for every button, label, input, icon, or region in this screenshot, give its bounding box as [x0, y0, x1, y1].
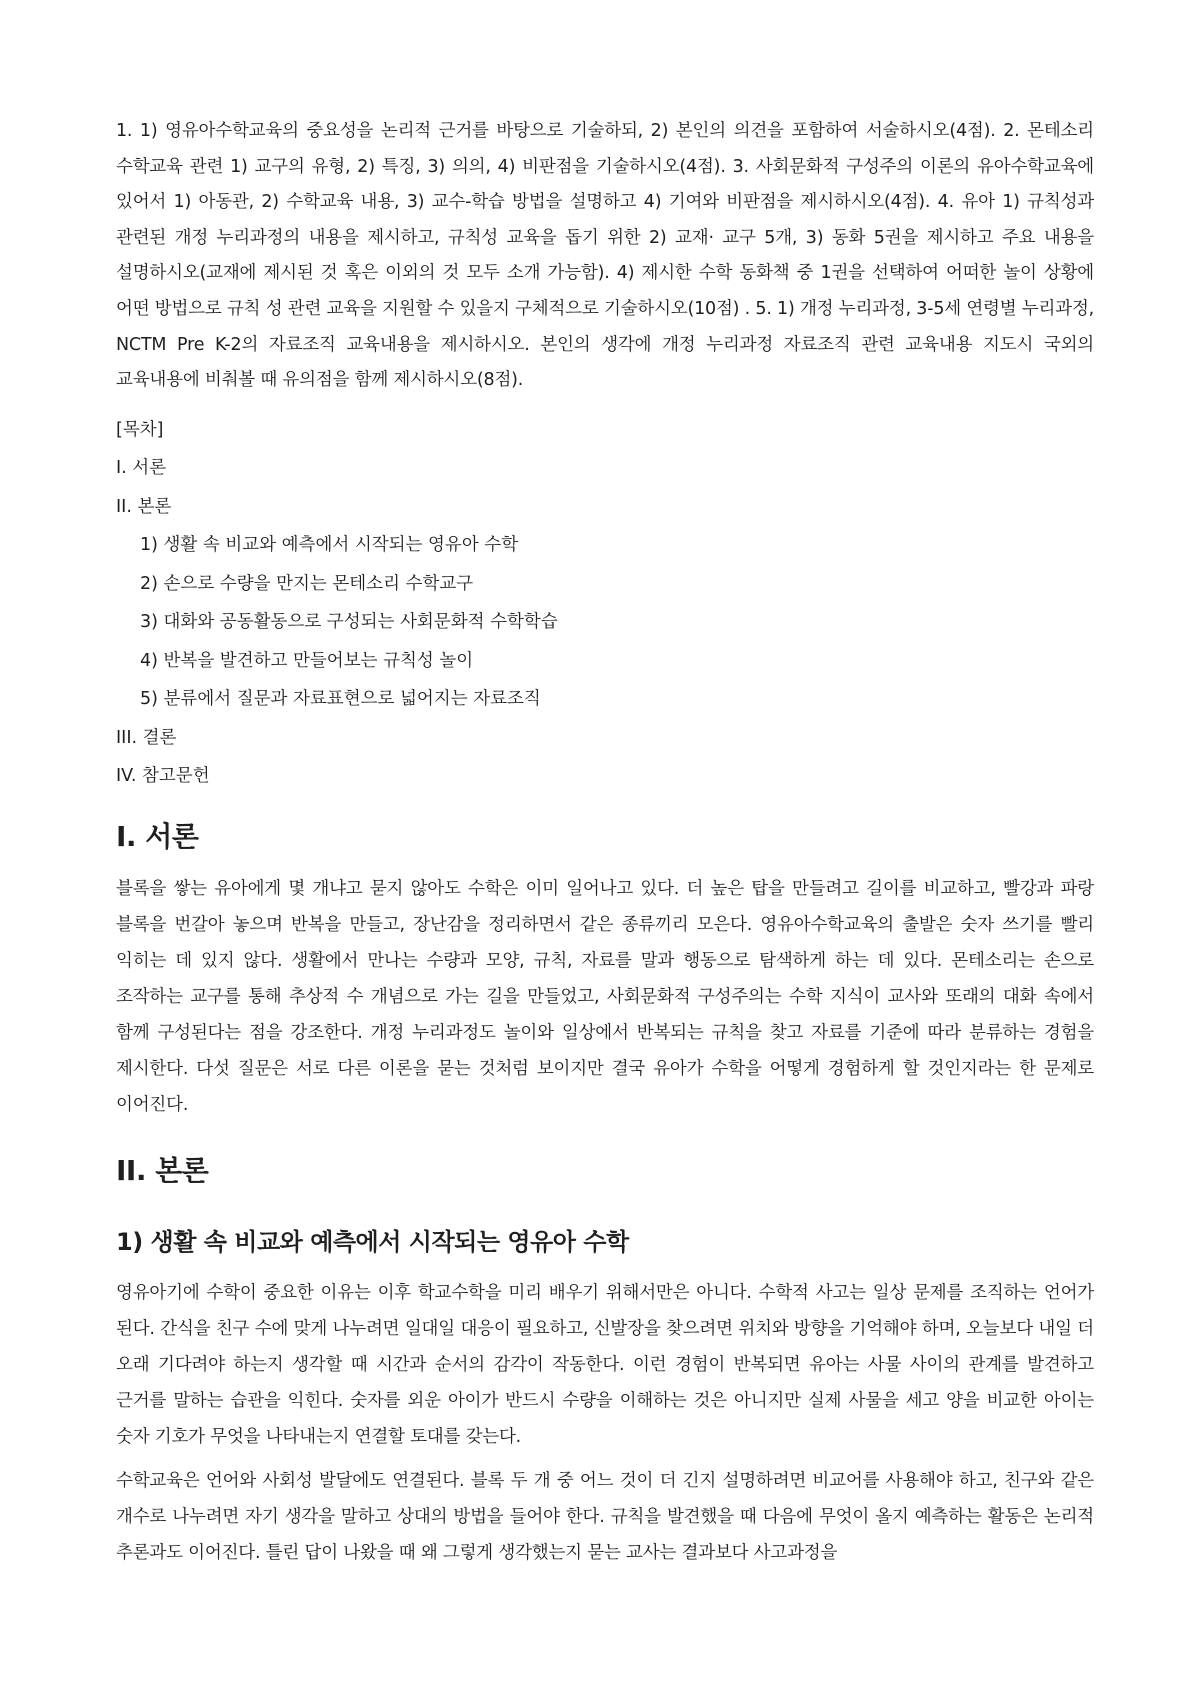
intro-paragraph: 블록을 쌓는 유아에게 몇 개냐고 묻지 않아도 수학은 이미 일어나고 있다. 더 높은 탑을 만들려고 길이를 비교하고, 빨강과 파랑 블록을 번갈아 놓으며 반복을 만들고, 장난감을 정리하면서 같은 종류끼리 모은다. 영유아수학교육의 출발은 숫자 쓰기를 빨리 익히는 데 있지 않다. 생활에서 만나는 수량과 모양, 규칙, 자료를 말과 행동으로 탐색하게 하는 데 있다. 몬테소리는 손으로 조작하는 교구를 통해 추상적 수 개념으로 가는 길을 만들었고, 사회문화적 구성주의는 수학 지식이 교사와 또래의 대화 속에서 함께 구성된다는 점을 강조한다. 개정 누리과정도 놀이와 일상에서 반복되는 규칙을 찾고 자료를 기준에 따라 분류하는 경험을 제시한다. 다섯 질문은 서로 다른 이론을 묻는 것처럼 보이지만 결국 유아가 수학을 어떻게 경험하게 할 것인지라는 한 문제로 이어진다.	[116, 878, 1094, 1115]
toc-item-body: II. 본론	[116, 496, 172, 517]
toc-item-body-3: 3) 대화와 공동활동으로 구성되는 사회문화적 수학학습	[140, 612, 558, 633]
toc-item-intro: I. 서론	[116, 458, 167, 479]
toc-heading: [목차]	[116, 419, 164, 440]
intro-heading: I. 서론	[116, 819, 199, 853]
toc-item-body-5: 5) 분류에서 질문과 자료표현으로 넓어지는 자료조직	[140, 689, 541, 710]
toc-item-body-1: 1) 생활 속 비교와 예측에서 시작되는 영유아 수학	[140, 535, 519, 556]
assignment-prompt: 1. 1) 영유아수학교육의 중요성을 논리적 근거를 바탕으로 기술하되, 2) 본인의 의견을 포함하여 서술하시오(4점). 2. 몬테소리 수학교육 관련 1) 교구의 유형, 2) 특징, 3) 의의, 4) 비판점을 기술하시오(4점). 3. 사회문화적 구성주의 이론의 유아수학교육에 있어서 1) 아동관, 2) 수학교육 내용, 3) 교수-학습 방법을 설명하고 4) 기여와 비판점을 제시하시오(4점). 4. 유아 1) 규칙성과 관련된 개정 누리과정의 내용을 제시하고, 규칙성 교육을 돕기 위한 2) 교재· 교구 5개, 3) 동화 5권을 제시하고 주요 내용을 설명하시오(교재에 제시된 것 혹은 이외의 것 모두 소개 가능함). 4) 제시한 수학 동화책 중 1권을 선택하여 어떠한 놀이 상황에 어떤 방법으로 규칙 성 관련 교육을 지원할 수 있을지 구체적으로 기술하시오(10점) . 5. 1) 개정 누리과정, 3-5세 연령별 누리과정, NCTM Pre K-2의 자료조직 교육내용을 제시하시오. 본인의 생각에 개정 누리과정 자료조직 관련 교육내용 지도시 국외의 교육내용에 비춰볼 때 유의점을 함께 제시하시오(8점).	[116, 121, 1095, 391]
toc-item-body-4: 4) 반복을 발견하고 만들어보는 규칙성 놀이	[140, 650, 474, 671]
section-1-paragraph-2: 수학교육은 언어와 사회성 발달에도 연결된다. 블록 두 개 중 어느 것이 더 긴지 설명하려면 비교어를 사용해야 하고, 친구와 같은 개수로 나누려면 자기 생각을 말하고 상대의 방법을 들어야 한다. 규칙을 발견했을 때 다음에 무엇이 올지 예측하는 활동은 논리적 추론과도 이어진다. 틀린 답이 나왔을 때 왜 그렇게 생각했는지 묻는 교사는 결과보다 사고과정을	[116, 1470, 1094, 1563]
toc-item-body-2: 2) 손으로 수량을 만지는 몬테소리 수학교구	[140, 573, 474, 594]
section-1-paragraph-1: 영유아기에 수학이 중요한 이유는 이후 학교수학을 미리 배우기 위해서만은 아니다. 수학적 사고는 일상 문제를 조직하는 언어가 된다. 간식을 친구 수에 맞게 나누려면 일대일 대응이 필요하고, 신발장을 찾으려면 위치와 방향을 기억해야 하며, 오늘보다 내일 더 오래 기다려야 하는지 생각할 때 시간과 순서의 감각이 작동한다. 이런 경험이 반복되면 유아는 사물 사이의 관계를 발견하고 근거를 말하는 습관을 익힌다. 숫자를 외운 아이가 반드시 수량을 이해하는 것은 아니지만 실제 사물을 세고 양을 비교한 아이는 숫자 기호가 무엇을 나타내는지 연결할 토대를 갖는다.	[116, 1282, 1094, 1447]
table-of-contents	[116, 411, 1094, 796]
toc-item-conclusion: III. 결론	[116, 727, 177, 748]
toc-item-references: IV. 참고문헌	[116, 766, 210, 787]
section-1-heading: 1) 생활 속 비교와 예측에서 시작되는 영유아 수학	[116, 1227, 629, 1256]
body-heading: II. 본론	[116, 1153, 209, 1187]
